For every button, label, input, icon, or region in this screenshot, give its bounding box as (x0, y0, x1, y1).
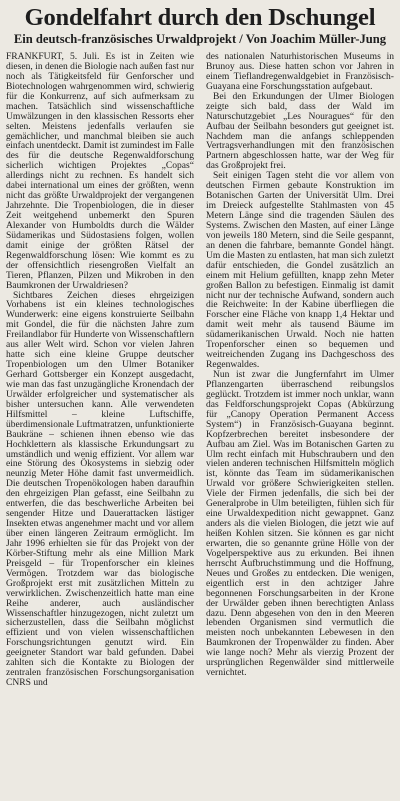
article-body (6, 52, 394, 688)
column-left (6, 52, 194, 688)
article-headline: Gondelfahrt durch den Dschungel (24, 4, 376, 31)
article-dateline: FRANKFURT, 5. Juli. (6, 51, 100, 62)
article-paragraph-4: Bei den Erkundungen der Ulmer Biologen zeigte sich bald, dass der Wald im Naturschutzgebiet „Les Nouragues“ für den Aufbau der Seilbahn besonders gut geeignet ist. Nachdem man die anfangs schleppenden Vertragsverhandlungen mit den französischen Partnern abgeschlossen hatte, war der Weg für das Großprojekt frei. (206, 90, 394, 172)
column-right (206, 52, 394, 688)
paragraph-text: Es ist in Zeiten wie diesen, in denen die Biologie nach außen fast nur noch als Tätigkeitsfeld für Genforscher und Biotechnologen wahrgenommen wird, schwierig für die Konkurrenz, auf sich aufmerksam zu machen. Tatsächlich sind wissenschaftliche Umwälzungen in den klassischen Ressorts eher selten. Meistens jedenfalls verlaufen sie gemächlicher, und manchmal bleiben sie auch einfach unentdeckt. Damit ist zumindest im Falle des für die deutsche Regenwaldforschung sicherlich wichtigen Projektes „Copas“ allerdings nicht zu rechnen. Es handelt sich dabei international um eines der größten, wenn nicht das größte Urwaldprojekt der vergangenen Jahrzehnte. Die Tropenbiologen, die in dieser Zeit weitgehend unbemerkt den Spuren Alexander von Humboldts durch die Wälder Südamerikas und Südostasiens folgen, wollen damit einige der größten Rätsel der Regenwaldforschung lösen: Wie kommt es zu der offensichtlich riesengroßen Vielfalt an Tieren, Pflanzen, Pilzen und Mikroben in den Baumkronen der Urwaldriesen? (6, 51, 194, 291)
article-paragraph-3: des nationalen Naturhistorischen Museums in Brunoy aus. Diese hatten schon vor Jahren in einem Tieflandregenwaldgebiet in Französisch-Guayana eine Forschungsstation aufgebaut. (206, 51, 394, 92)
article-paragraph-5: Seit einigen Tagen steht die vor allem von deutschen Firmen gebaute Konstruktion im Botanischen Garten der Universität Ulm. Drei im Dreieck aufgestellte Stahlmasten von 45 Metern Länge sind die tragenden Säulen des Systems. Zwischen den Masten, auf einer Länge von jeweils 180 Metern, sind die Seile gespannt, an denen die fahrbare, bemannte Gondel hängt. Um die Masten zu entlasten, hat man sich zuletzt dafür entschieden, die Gondel zusätzlich an einem mit Helium gefüllten, knapp zehn Meter großen Ballon zu befestigen. Einmalig ist damit nicht nur der technische Aufwand, sondern auch die Reichweite: In der Kabine überfliegen die Forscher eine Fläche von knapp 1,4 Hektar und damit weit mehr als tausend Bäume im südamerikanischen Urwald. Noch nie hatten Tropenforscher einen so bequemen und weitreichenden Zugang ins Dachgeschoss des Regenwaldes. (206, 170, 394, 371)
article-paragraph-2: Sichtbares Zeichen dieses ehrgeizigen Vorhabens ist ein kleines technologisches Wunderwerk: eine eigens konstruierte Seilbahn mit Gondel, die für die nächsten Jahre zum Freilandlabor für Hunderte von Wissenschaftlern aus aller Welt wird. Schon vor vielen Jahren hatte sich eine kleine Gruppe deutscher Tropenbiologen um den Ulmer Botaniker Gerhard Gottsberger ein Konzept ausgedacht, wie man das fast unzugängliche Kronendach der Urwälder erfolgreicher und systematischer als bisher untersuchen kann. Alle verwendeten Hilfsmittel – kleine Luftschiffe, überdimensionale Luftmatratzen, unfunktionierte Baukräne – schienen ihnen ebenso wie das Hochklettern als klassische Erkundungsart zu umständlich und wenig effizient. Vor allem war eine Störung des Ökosystems in siebzig oder neunzig Meter Höhe damit fast unvermeidlich. Die deutschen Tropenökologen haben daraufhin den ehrgeizigen Plan gefasst, eine Seilbahn zu entwerfen, die das beschwerliche Arbeiten bei sengender Hitze und Dauerattacken lästiger Insekten etwas angenehmer macht und vor allem über einen längeren Zeitraum ermöglicht. Im Jahr 1996 erhielten sie für das Projekt von der Körber-Stiftung mehr als eine Million Mark Preisgeld – für Tropenforscher ein kleines Vermögen. Trotzdem war das biologische Großprojekt erst mit zusätzlichen Mitteln zu verwirklichen. Zwischenzeitlich hatte man eine Reihe anderer, auch ausländischer Wissenschaftler hinzugezogen, nicht zuletzt um sicherzustellen, dass die Seilbahn möglichst effizient und von vielen wissenschaftlichen Forschungsrichtungen genutzt wird. Ein geeigneter Standort war bald gefunden. Dabei zahlten sich die Kontakte zu Biologen der zentralen französischen Forschungsorganisation CNRS und (6, 289, 194, 689)
article-paragraph-1 (6, 52, 194, 291)
article-paragraph-6: Nun ist zwar die Jungfernfahrt im Ulmer Pflanzengarten überraschend reibungslos geglückt. Trotzdem ist immer noch unklar, wann das Feldforschungsprojekt Copas (Abkürzung für „Canopy Operation Permanent Access System“) in Französisch-Guayana beginnt. Kopfzerbrechen bereitet insbesondere der Aufbau am Ziel. Was im Botanischen Garten zu Ulm recht einfach mit Hubschraubern und den vielen anderen technischen Hilfsmitteln möglich ist, könnte das Team im südamerikanischen Urwald vor größere Schwierigkeiten stellen. Viele der Firmen jedenfalls, die sich bei der Generalprobe in Ulm beteiligten, fühlen sich für eine Urwaldexpedition nicht gewappnet. Ganz anders als die vielen Biologen, die jetzt wie auf heißen Kohlen sitzen. Sie können es gar nicht erwarten, die so genannte grüne Hölle von der Vogelperspektive aus zu erkunden. Bei ihnen herrscht Aufbruchstimmung und die Hoffnung, Neues und Großes zu entdecken. Die wenigen, eigentlich erst in den achtziger Jahre begonnenen Forschungsarbeiten in der Krone der Urwälder geben ihnen berechtigten Anlass dazu. Denn abgesehen von den in den Meeren lebenden Organismen sind vermutlich die meisten noch unbekannten Lebewesen in den Baumkronen der Tropenwälder zu finden. Aber wie lange noch? Mehr als vierzig Prozent der ursprünglichen Regenwälder sind mittlerweile vernichtet. (206, 369, 394, 679)
article-subheadline: Ein deutsch-französisches Urwaldprojekt / Von Joachim Müller-Jung (13, 32, 387, 46)
